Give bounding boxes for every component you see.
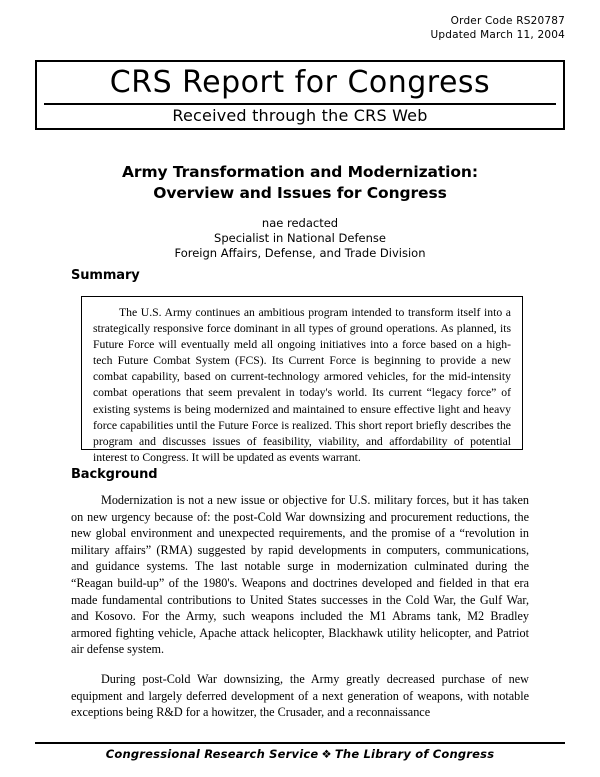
page-title-line-1: Army Transformation and Modernization: (122, 163, 478, 181)
order-code-block (430, 14, 565, 42)
page-title-line-2: Overview and Issues for Congress (153, 184, 447, 202)
summary-text: The U.S. Army continues an ambitious program intended to transform itself into a strategically responsive force dominant in all types of ground operations. As planned, its Future Force will eventually meld all ongoing initiatives into a force based on a high-tech Future Combat System (FCS). Its Current Force is beginning to provide a new combat capability, based on current-technology armored vehicles, for the mid-intensity combat operations that seem prevalent in today's world. Its current “legacy force” of existing systems is being modernized and maintained to ensure effective light and heavy force capabilities until the Future Force is realized. This short report briefly describes the program and discusses issues of feasibility, viability, and affordability of potential interest to Congress. It will be updated as events warrant. (93, 306, 511, 464)
byline-author: nae redacted (261, 216, 339, 230)
background-heading: Background (71, 467, 158, 482)
byline-division: Foreign Affairs, Defense, and Trade Division (174, 246, 426, 260)
background-body (71, 492, 529, 721)
background-paragraph-2: During post-Cold War downsizing, the Army greatly decreased purchase of new equipment and largely deferred development of a next generation of weapons, with notable exceptions being R&D for a howitzer, the Crusader, and a reconnaissance (71, 671, 529, 720)
page-title (60, 162, 540, 204)
order-code: Order Code RS20787 (450, 15, 565, 27)
diamond-icon: ❖ (321, 747, 332, 761)
footer-right-label: The Library of Congress (334, 747, 495, 761)
crs-banner (35, 60, 565, 130)
crs-banner-title: CRS Report for Congress (109, 65, 491, 100)
updated-date: Updated March 11, 2004 (430, 29, 565, 41)
byline-role: Specialist in National Defense (214, 231, 386, 245)
byline (60, 216, 540, 261)
summary-heading: Summary (71, 268, 140, 283)
footer (35, 746, 565, 762)
summary-box (81, 296, 523, 464)
footer-left-label: Congressional Research Service (105, 747, 319, 761)
background-paragraph-1: Modernization is not a new issue or objective for U.S. military forces, but it has taken on new urgency because of: the post-Cold War downsizing and procurement reductions, the new global environment and unexpected requirements, and the promise of a “revolution in military affairs” (RMA) suggested by rapid developments in computers, communications, and guidance systems. The last notable surge in modernization culminated during the “Reagan build-up” of the 1980's. Weapons and doctrines developed and fielded in that era made fundamental contributions to United States successes in the Cold War, the Gulf War, and Kosovo. For the Army, such weapons included the M1 Abrams tank, M2 Bradley armored fighting vehicle, Apache attack helicopter, Blackhawk utility helicopter, and Patriot air defense system. (71, 493, 529, 657)
crs-banner-subtitle: Received through the CRS Web (172, 106, 428, 125)
footer-divider (35, 742, 565, 744)
